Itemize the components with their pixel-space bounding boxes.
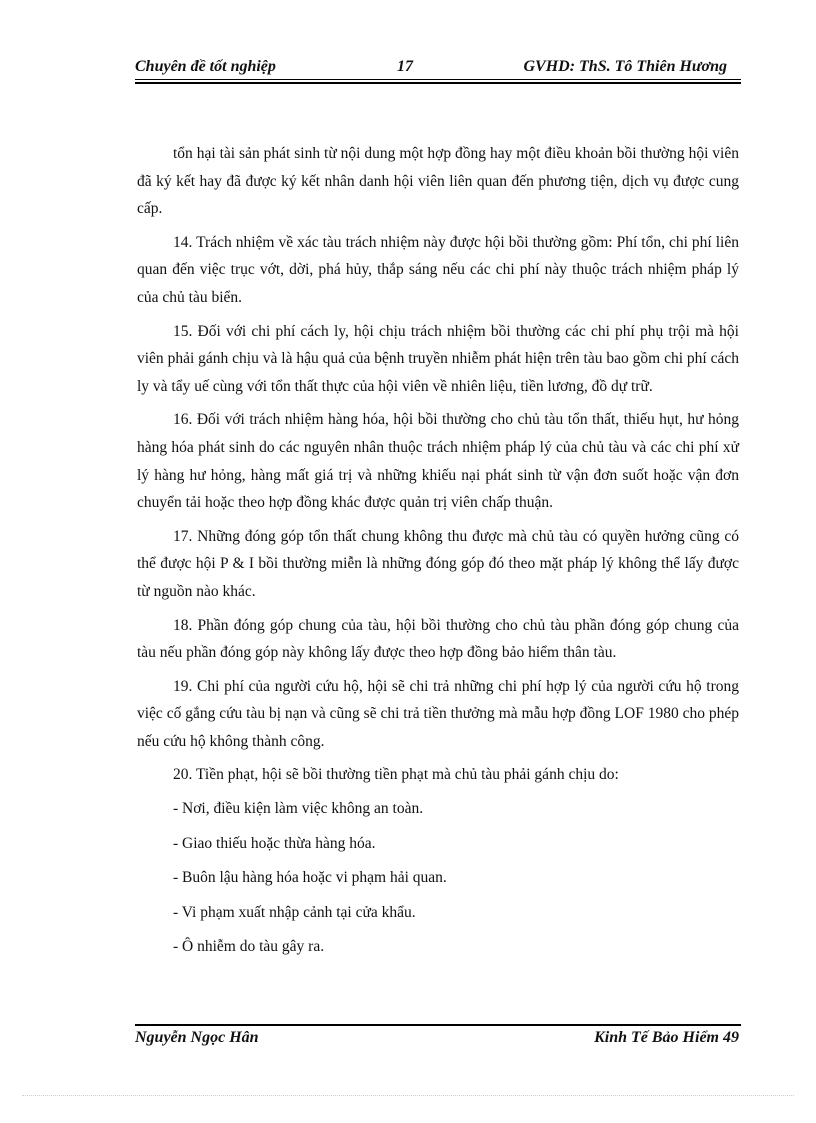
list-item: - Buôn lậu hàng hóa hoặc vi phạm hải quan. xyxy=(173,869,447,887)
footer-rule xyxy=(135,1024,741,1026)
paragraph-17: 17. Những đóng góp tổn thất chung không thu được mà chủ tàu có quyền hưởng cũng có thể được hội P & I bồi thường miễn là những đóng góp đó theo mặt pháp lý không thể lấy được từ nguồn nào khác. xyxy=(137,527,739,600)
footer-author: Nguyễn Ngọc Hân xyxy=(135,1029,259,1046)
header-title: Chuyên đề tốt nghiệp xyxy=(135,58,276,75)
list-item: - Giao thiếu hoặc thừa hàng hóa. xyxy=(173,834,376,852)
page-footer xyxy=(135,1029,741,1051)
footer-class: Kinh Tế Bảo Hiểm 49 xyxy=(594,1029,739,1046)
list-item: - Ô nhiễm do tàu gây ra. xyxy=(173,938,325,956)
header-rule-thick xyxy=(135,82,741,84)
header-supervisor: GVHD: ThS. Tô Thiên Hương xyxy=(523,58,727,75)
paragraph-19: 19. Chi phí của người cứu hộ, hội sẽ chi trả những chi phí hợp lý của người cứu hộ trong việc cố gắng cứu tàu bị nạn và cũng sẽ chi trả tiền thưởng mà mẫu hợp đồng LOF 1980 cho phép nếu cứu hộ không thành công. xyxy=(137,677,739,750)
page-edge-divider xyxy=(22,1095,794,1096)
header-rule-thin xyxy=(135,79,741,80)
paragraph-18: 18. Phần đóng góp chung của tàu, hội bồi thường cho chủ tàu phần đóng góp chung của tàu nếu phần đóng góp này không lấy được theo hợp đồng bảo hiểm thân tàu. xyxy=(137,616,739,662)
paragraph-20: 20. Tiền phạt, hội sẽ bồi thường tiền phạt mà chủ tàu phải gánh chịu do: xyxy=(173,766,619,784)
paragraph-15: 15. Đối với chi phí cách ly, hội chịu trách nhiệm bồi thường các chi phí phụ trội mà hội viên phải gánh chịu và là hậu quả của bệnh truyền nhiễm phát hiện trên tàu bao gồm chi phí cách ly và tẩy uế cùng với tổn thất thực của hội viên về nhiên liệu, tiền lương, đồ dự trữ. xyxy=(137,322,739,395)
header-page-number: 17 xyxy=(397,58,413,75)
page-body xyxy=(137,140,739,968)
paragraph-continuation: tổn hại tài sản phát sinh từ nội dung một hợp đồng hay một điều khoản bồi thường hội viên đã ký kết hay đã được ký kết nhân danh hội viên liên quan đến phương tiện, dịch vụ được cung cấp. xyxy=(137,145,739,218)
paragraph-16: 16. Đối với trách nhiệm hàng hóa, hội bồi thường cho chủ tàu tổn thất, thiếu hụt, hư hỏng hàng hóa phát sinh do các nguyên nhân thuộc trách nhiệm pháp lý của chủ tàu và các chi phí xử lý hàng hư hỏng, hàng mất giá trị và những khiếu nại phát sinh từ vận đơn suốt hoặc vận đơn chuyển tải hoặc theo hợp đồng khác được quản trị viên chấp thuận. xyxy=(137,411,739,512)
paragraph-14: 14. Trách nhiệm về xác tàu trách nhiệm này được hội bồi thường gồm: Phí tổn, chi phí liên quan đến việc trục vớt, dời, phá hủy, thắp sáng nếu các chi phí này thuộc trách nhiệm pháp lý của chủ tàu biển. xyxy=(137,233,739,306)
list-item: - Nơi, điều kiện làm việc không an toàn. xyxy=(173,800,424,818)
page-header xyxy=(135,58,741,80)
list-item: - Vi phạm xuất nhập cảnh tại cửa khẩu. xyxy=(173,903,416,921)
